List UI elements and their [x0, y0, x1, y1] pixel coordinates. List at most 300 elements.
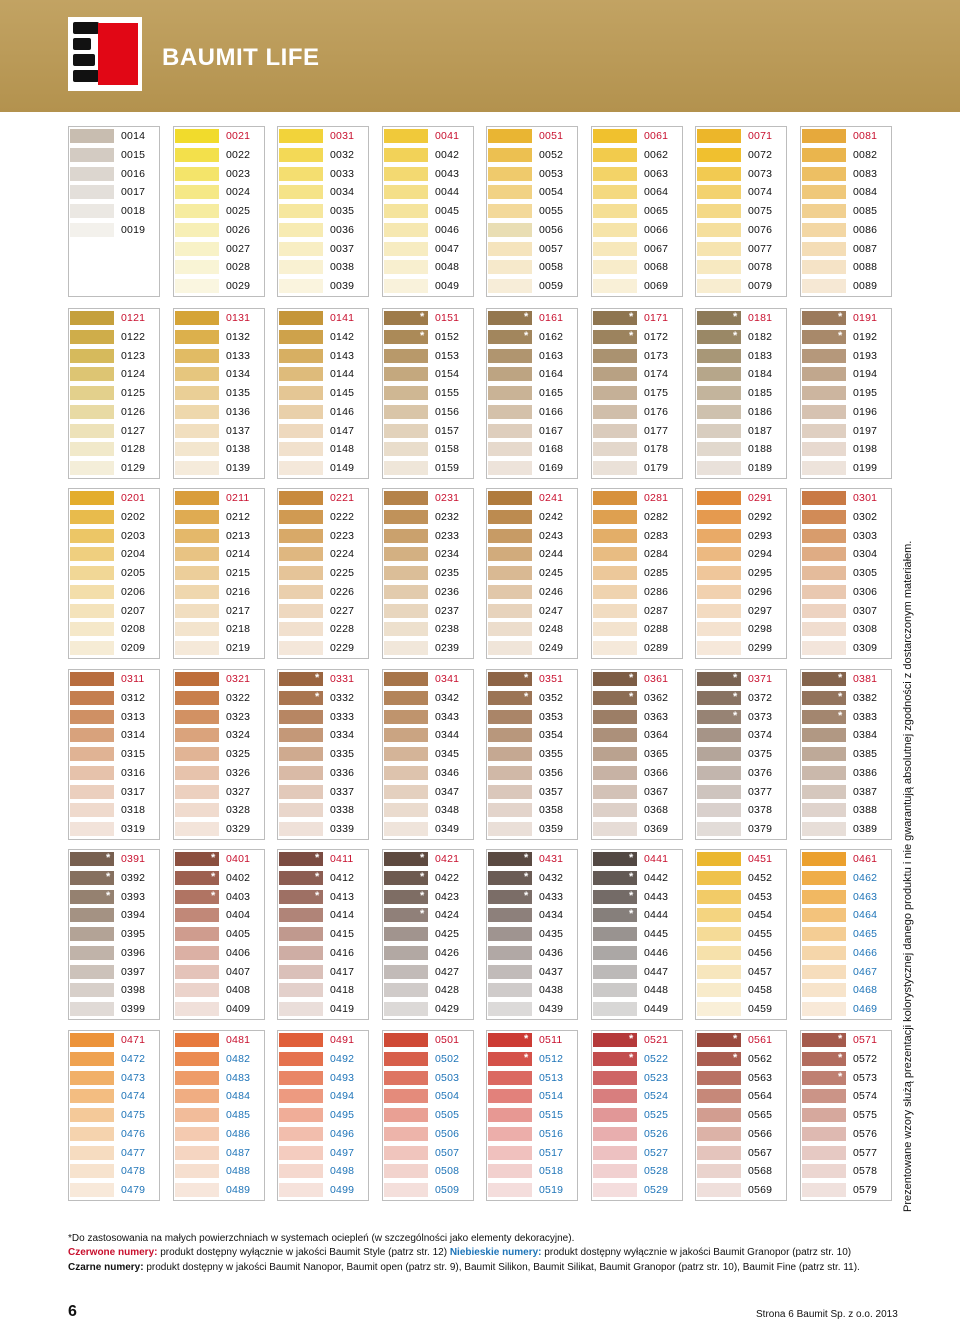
- color-row: [801, 309, 891, 328]
- color-row: [592, 508, 682, 527]
- color-swatch: [175, 1146, 219, 1160]
- color-code: 0123: [121, 349, 146, 362]
- footnote-line-2: [68, 1246, 851, 1259]
- color-row: [383, 1162, 473, 1181]
- color-row: [592, 981, 682, 1000]
- color-row: [383, 508, 473, 527]
- color-swatch: [697, 529, 741, 543]
- color-code: 0526: [644, 1127, 669, 1140]
- color-code: 0283: [644, 529, 669, 542]
- color-code: 0478: [121, 1165, 146, 1178]
- color-row: [383, 403, 473, 422]
- color-row: [383, 527, 473, 546]
- color-code: 0052: [539, 148, 564, 161]
- color-row: [801, 708, 891, 727]
- color-code: 0407: [226, 965, 251, 978]
- color-swatch: [697, 167, 741, 181]
- color-row: [174, 146, 264, 165]
- color-swatch: [279, 641, 323, 655]
- color-code: 0509: [435, 1184, 460, 1196]
- color-code: 0183: [748, 349, 773, 362]
- color-code: 0056: [539, 223, 564, 236]
- color-swatch: [175, 279, 219, 293]
- color-swatch: [279, 330, 323, 344]
- color-swatch: [697, 822, 741, 836]
- color-swatch: [488, 547, 532, 561]
- color-swatch: [384, 510, 428, 524]
- color-row: [383, 1181, 473, 1200]
- color-swatch: [802, 1002, 846, 1016]
- color-row: [383, 277, 473, 296]
- color-row: [174, 869, 264, 888]
- color-code: 0432: [539, 871, 564, 884]
- color-row: [696, 820, 786, 839]
- color-code: 0496: [330, 1127, 355, 1140]
- color-row: [69, 620, 159, 639]
- color-row: [487, 1181, 577, 1200]
- color-swatch: [802, 566, 846, 580]
- color-code: 0518: [539, 1165, 564, 1178]
- color-code: 0448: [644, 984, 669, 997]
- asterisk-mark: *: [629, 852, 634, 864]
- color-code: 0284: [644, 548, 669, 561]
- color-row: [592, 620, 682, 639]
- color-swatch: [279, 1071, 323, 1085]
- color-code: 0015: [121, 148, 146, 161]
- color-swatch: [70, 604, 114, 618]
- color-code: 0215: [226, 567, 251, 579]
- color-swatch: [593, 566, 637, 580]
- color-row: [592, 1050, 682, 1069]
- color-row: [174, 689, 264, 708]
- color-row: [592, 944, 682, 963]
- color-code: 0426: [435, 946, 460, 959]
- color-code: 0024: [226, 186, 251, 199]
- color-row: [487, 489, 577, 508]
- color-swatch: [384, 641, 428, 655]
- color-row: [696, 583, 786, 602]
- color-swatch: [488, 510, 532, 524]
- color-code: 0122: [121, 330, 146, 343]
- color-code: 0506: [435, 1127, 460, 1140]
- color-row: [696, 639, 786, 658]
- color-row: [278, 221, 368, 240]
- color-code: 0344: [435, 729, 460, 742]
- color-swatch: [697, 1183, 741, 1197]
- color-row: [592, 801, 682, 820]
- color-code: 0452: [748, 871, 773, 884]
- color-row: [801, 1000, 891, 1019]
- color-code: 0333: [330, 710, 355, 723]
- color-code: 0324: [226, 729, 251, 742]
- color-swatch: [279, 129, 323, 143]
- color-row: [696, 708, 786, 727]
- color-row: [69, 527, 159, 546]
- color-swatch: [70, 1071, 114, 1085]
- color-swatch: [70, 529, 114, 543]
- color-code: 0461: [853, 853, 878, 865]
- color-code: 0202: [121, 510, 146, 523]
- color-code: 0408: [226, 984, 251, 997]
- color-code: 0358: [539, 804, 564, 817]
- color-row: [801, 602, 891, 621]
- color-code: 0493: [330, 1071, 355, 1084]
- color-row: [487, 221, 577, 240]
- color-row: [69, 1125, 159, 1144]
- color-row: [487, 1125, 577, 1144]
- color-code: 0379: [748, 823, 773, 835]
- color-row: [383, 888, 473, 907]
- color-row: [69, 783, 159, 802]
- color-swatch: [593, 461, 637, 475]
- color-row: [801, 1050, 891, 1069]
- color-swatch: [384, 1127, 428, 1141]
- color-row: [174, 384, 264, 403]
- color-code: 0131: [226, 312, 251, 324]
- footnote-line-1: *Do zastosowania na małych powierzchniach w systemach ociepleń (w szczególności jako elementy dekoracyjne).: [68, 1233, 575, 1244]
- color-swatch: [279, 908, 323, 922]
- color-row: [487, 564, 577, 583]
- color-row: [592, 850, 682, 869]
- color-row: [487, 146, 577, 165]
- color-swatch: [279, 167, 323, 181]
- color-swatch: [697, 946, 741, 960]
- color-code: 0326: [226, 766, 251, 779]
- color-row: [696, 689, 786, 708]
- color-row: [278, 1125, 368, 1144]
- color-row: [174, 328, 264, 347]
- color-row: [383, 620, 473, 639]
- color-code: 0527: [644, 1146, 669, 1159]
- color-code: 0411: [330, 853, 354, 865]
- color-swatch: [697, 386, 741, 400]
- color-code: 0049: [435, 280, 460, 292]
- color-swatch: [70, 803, 114, 817]
- color-swatch: [70, 585, 114, 599]
- color-code: 0427: [435, 965, 460, 978]
- color-code: 0356: [539, 766, 564, 779]
- color-row: [174, 1162, 264, 1181]
- color-code: 0353: [539, 710, 564, 723]
- color-code: 0186: [748, 405, 773, 418]
- color-row: [69, 583, 159, 602]
- color-row: [383, 545, 473, 564]
- color-swatch: [175, 965, 219, 979]
- color-swatch: [802, 1183, 846, 1197]
- color-row: [174, 1106, 264, 1125]
- color-row: [487, 1087, 577, 1106]
- color-code: 0361: [644, 673, 669, 685]
- color-column: [173, 126, 265, 297]
- color-row: [801, 745, 891, 764]
- color-row: [696, 944, 786, 963]
- color-row: [69, 403, 159, 422]
- color-swatch: [384, 566, 428, 580]
- color-swatch: [384, 604, 428, 618]
- color-row: [278, 258, 368, 277]
- color-row: [801, 1106, 891, 1125]
- color-row: [383, 489, 473, 508]
- color-code: 0431: [539, 853, 564, 865]
- color-column: [591, 308, 683, 479]
- asterisk-mark: *: [524, 311, 529, 323]
- color-swatch: [488, 585, 532, 599]
- color-code: 0404: [226, 909, 251, 922]
- color-swatch: [279, 386, 323, 400]
- color-row: [69, 564, 159, 583]
- color-code: 0566: [748, 1127, 773, 1140]
- color-swatch: [802, 204, 846, 218]
- color-code: 0508: [435, 1165, 460, 1178]
- color-row: [383, 944, 473, 963]
- color-row: [487, 602, 577, 621]
- color-swatch: [384, 1089, 428, 1103]
- color-code: 0039: [330, 280, 355, 292]
- color-swatch: [488, 710, 532, 724]
- color-swatch: [593, 946, 637, 960]
- color-row: [696, 869, 786, 888]
- color-code: 0026: [226, 223, 251, 236]
- color-swatch: [70, 1033, 114, 1047]
- color-swatch: [70, 672, 114, 686]
- color-code: 0446: [644, 946, 669, 959]
- color-row: [696, 1069, 786, 1088]
- color-swatch: [697, 349, 741, 363]
- color-row: [174, 1000, 264, 1019]
- color-row: [696, 981, 786, 1000]
- color-code: 0032: [330, 148, 355, 161]
- color-column: [800, 308, 892, 479]
- color-row: [801, 328, 891, 347]
- color-swatch: [384, 223, 428, 237]
- color-swatch: [279, 279, 323, 293]
- color-code: 0451: [748, 853, 773, 865]
- asterisk-mark: *: [838, 690, 843, 703]
- color-row: [801, 422, 891, 441]
- color-column: [695, 669, 787, 840]
- color-row: [69, 1087, 159, 1106]
- color-swatch: [384, 204, 428, 218]
- color-swatch: [175, 604, 219, 618]
- color-swatch: [175, 442, 219, 456]
- color-swatch: [175, 622, 219, 636]
- color-swatch: [279, 204, 323, 218]
- color-swatch: [697, 622, 741, 636]
- color-row: [69, 850, 159, 869]
- color-swatch: [175, 641, 219, 655]
- color-row: [383, 240, 473, 259]
- color-code: 0516: [539, 1127, 564, 1140]
- color-row: [487, 365, 577, 384]
- color-code: 0491: [330, 1034, 355, 1046]
- color-swatch: [70, 547, 114, 561]
- color-row: [69, 981, 159, 1000]
- color-swatch: [488, 461, 532, 475]
- color-swatch: [279, 622, 323, 636]
- color-row: [801, 347, 891, 366]
- color-row: [487, 963, 577, 982]
- color-swatch: [279, 946, 323, 960]
- color-swatch: [697, 1002, 741, 1016]
- color-row: [487, 689, 577, 708]
- color-row: [278, 309, 368, 328]
- color-row: [383, 689, 473, 708]
- color-row: [278, 820, 368, 839]
- color-swatch: [488, 785, 532, 799]
- color-swatch: [802, 185, 846, 199]
- color-row: [174, 602, 264, 621]
- color-row: [383, 820, 473, 839]
- asterisk-mark: *: [524, 690, 529, 703]
- color-row: [801, 944, 891, 963]
- color-swatch: [802, 442, 846, 456]
- color-swatch: [279, 185, 323, 199]
- color-swatch: [175, 691, 219, 705]
- color-swatch: [70, 766, 114, 780]
- color-code: 0316: [121, 766, 146, 779]
- color-code: 0504: [435, 1090, 460, 1103]
- color-column: [173, 1030, 265, 1201]
- color-column: [382, 126, 474, 297]
- color-swatch: [175, 461, 219, 475]
- color-row: [174, 745, 264, 764]
- color-row: [592, 783, 682, 802]
- color-swatch: [175, 908, 219, 922]
- color-code: 0181: [748, 312, 773, 324]
- color-code: 0468: [853, 984, 878, 997]
- color-row: [801, 670, 891, 689]
- color-row: [383, 1050, 473, 1069]
- color-row: [801, 888, 891, 907]
- side-note: Prezentowane wzory służą prezentacji kolorystycznej danego produktu i nie gwarantują absolutnej zgodności z dostarczonym materiałem.: [902, 540, 914, 1212]
- color-row: [696, 277, 786, 296]
- color-code: 0441: [644, 853, 669, 865]
- color-code: 0199: [853, 462, 878, 474]
- asterisk-mark: *: [629, 1033, 634, 1045]
- color-code: 0134: [226, 368, 251, 381]
- color-code: 0295: [748, 567, 773, 579]
- color-row: [383, 127, 473, 146]
- color-swatch: [697, 279, 741, 293]
- color-swatch: [593, 927, 637, 941]
- color-row: [592, 422, 682, 441]
- color-code: 0237: [435, 604, 460, 617]
- color-row: [592, 639, 682, 658]
- color-code: 0561: [748, 1034, 773, 1046]
- color-swatch: [279, 822, 323, 836]
- color-row: [174, 708, 264, 727]
- color-swatch: [70, 691, 114, 705]
- color-swatch: [70, 728, 114, 742]
- color-row: [174, 1144, 264, 1163]
- color-row: [487, 165, 577, 184]
- color-row: [278, 328, 368, 347]
- color-code: 0025: [226, 205, 251, 217]
- red-numbers-text: produkt dostępny wyłącznie w jakości Baumit Style (patrz str. 12): [157, 1247, 450, 1258]
- color-row: [174, 489, 264, 508]
- color-swatch: [697, 405, 741, 419]
- color-row: [696, 602, 786, 621]
- color-code: 0351: [539, 673, 564, 685]
- color-swatch: [802, 1089, 846, 1103]
- color-row: [696, 670, 786, 689]
- color-code: 0126: [121, 405, 146, 418]
- color-row: [383, 925, 473, 944]
- color-code: 0207: [121, 604, 146, 617]
- color-code: 0317: [121, 785, 146, 798]
- color-code: 0436: [539, 946, 564, 959]
- color-swatch: [384, 461, 428, 475]
- color-row: [383, 328, 473, 347]
- color-code: 0136: [226, 405, 251, 418]
- color-row: [69, 384, 159, 403]
- color-code: 0296: [748, 585, 773, 598]
- color-row: [487, 545, 577, 564]
- color-swatch: [384, 927, 428, 941]
- color-code: 0127: [121, 424, 146, 437]
- color-swatch: [488, 1183, 532, 1197]
- color-code: 0221: [330, 492, 355, 504]
- color-code: 0229: [330, 642, 355, 654]
- color-row: [696, 906, 786, 925]
- color-swatch: [384, 405, 428, 419]
- color-swatch: [488, 442, 532, 456]
- color-swatch: [488, 148, 532, 162]
- asterisk-mark: *: [629, 870, 634, 883]
- color-swatch: [279, 510, 323, 524]
- color-code: 0189: [748, 462, 773, 474]
- color-row: [592, 459, 682, 478]
- color-row: [592, 1181, 682, 1200]
- color-row: [801, 925, 891, 944]
- color-row: [696, 1106, 786, 1125]
- color-row: [487, 583, 577, 602]
- color-row: [69, 440, 159, 459]
- color-row: [592, 489, 682, 508]
- color-code: 0398: [121, 984, 146, 997]
- color-row: [801, 384, 891, 403]
- color-row: [696, 309, 786, 328]
- color-swatch: [279, 442, 323, 456]
- color-row: [487, 328, 577, 347]
- color-code: 0162: [539, 330, 564, 343]
- color-row: [278, 127, 368, 146]
- color-code: 0311: [121, 673, 145, 685]
- color-code: 0401: [226, 853, 251, 865]
- color-swatch: [697, 1164, 741, 1178]
- color-code: 0163: [539, 349, 564, 362]
- color-row: [174, 764, 264, 783]
- color-swatch: [593, 585, 637, 599]
- color-code: 0576: [853, 1127, 878, 1140]
- asterisk-mark: *: [524, 852, 529, 864]
- color-row: [801, 906, 891, 925]
- color-swatch: [384, 1033, 428, 1047]
- color-code: 0129: [121, 462, 146, 474]
- color-swatch: [697, 1071, 741, 1085]
- color-swatch: [70, 367, 114, 381]
- color-code: 0465: [853, 928, 878, 940]
- color-code: 0389: [853, 823, 878, 835]
- color-row: [278, 183, 368, 202]
- color-row: [801, 545, 891, 564]
- color-code: 0037: [330, 242, 355, 255]
- color-row: [383, 670, 473, 689]
- color-code: 0377: [748, 785, 773, 798]
- color-code: 0062: [644, 148, 669, 161]
- color-row: [278, 583, 368, 602]
- color-swatch: [697, 442, 741, 456]
